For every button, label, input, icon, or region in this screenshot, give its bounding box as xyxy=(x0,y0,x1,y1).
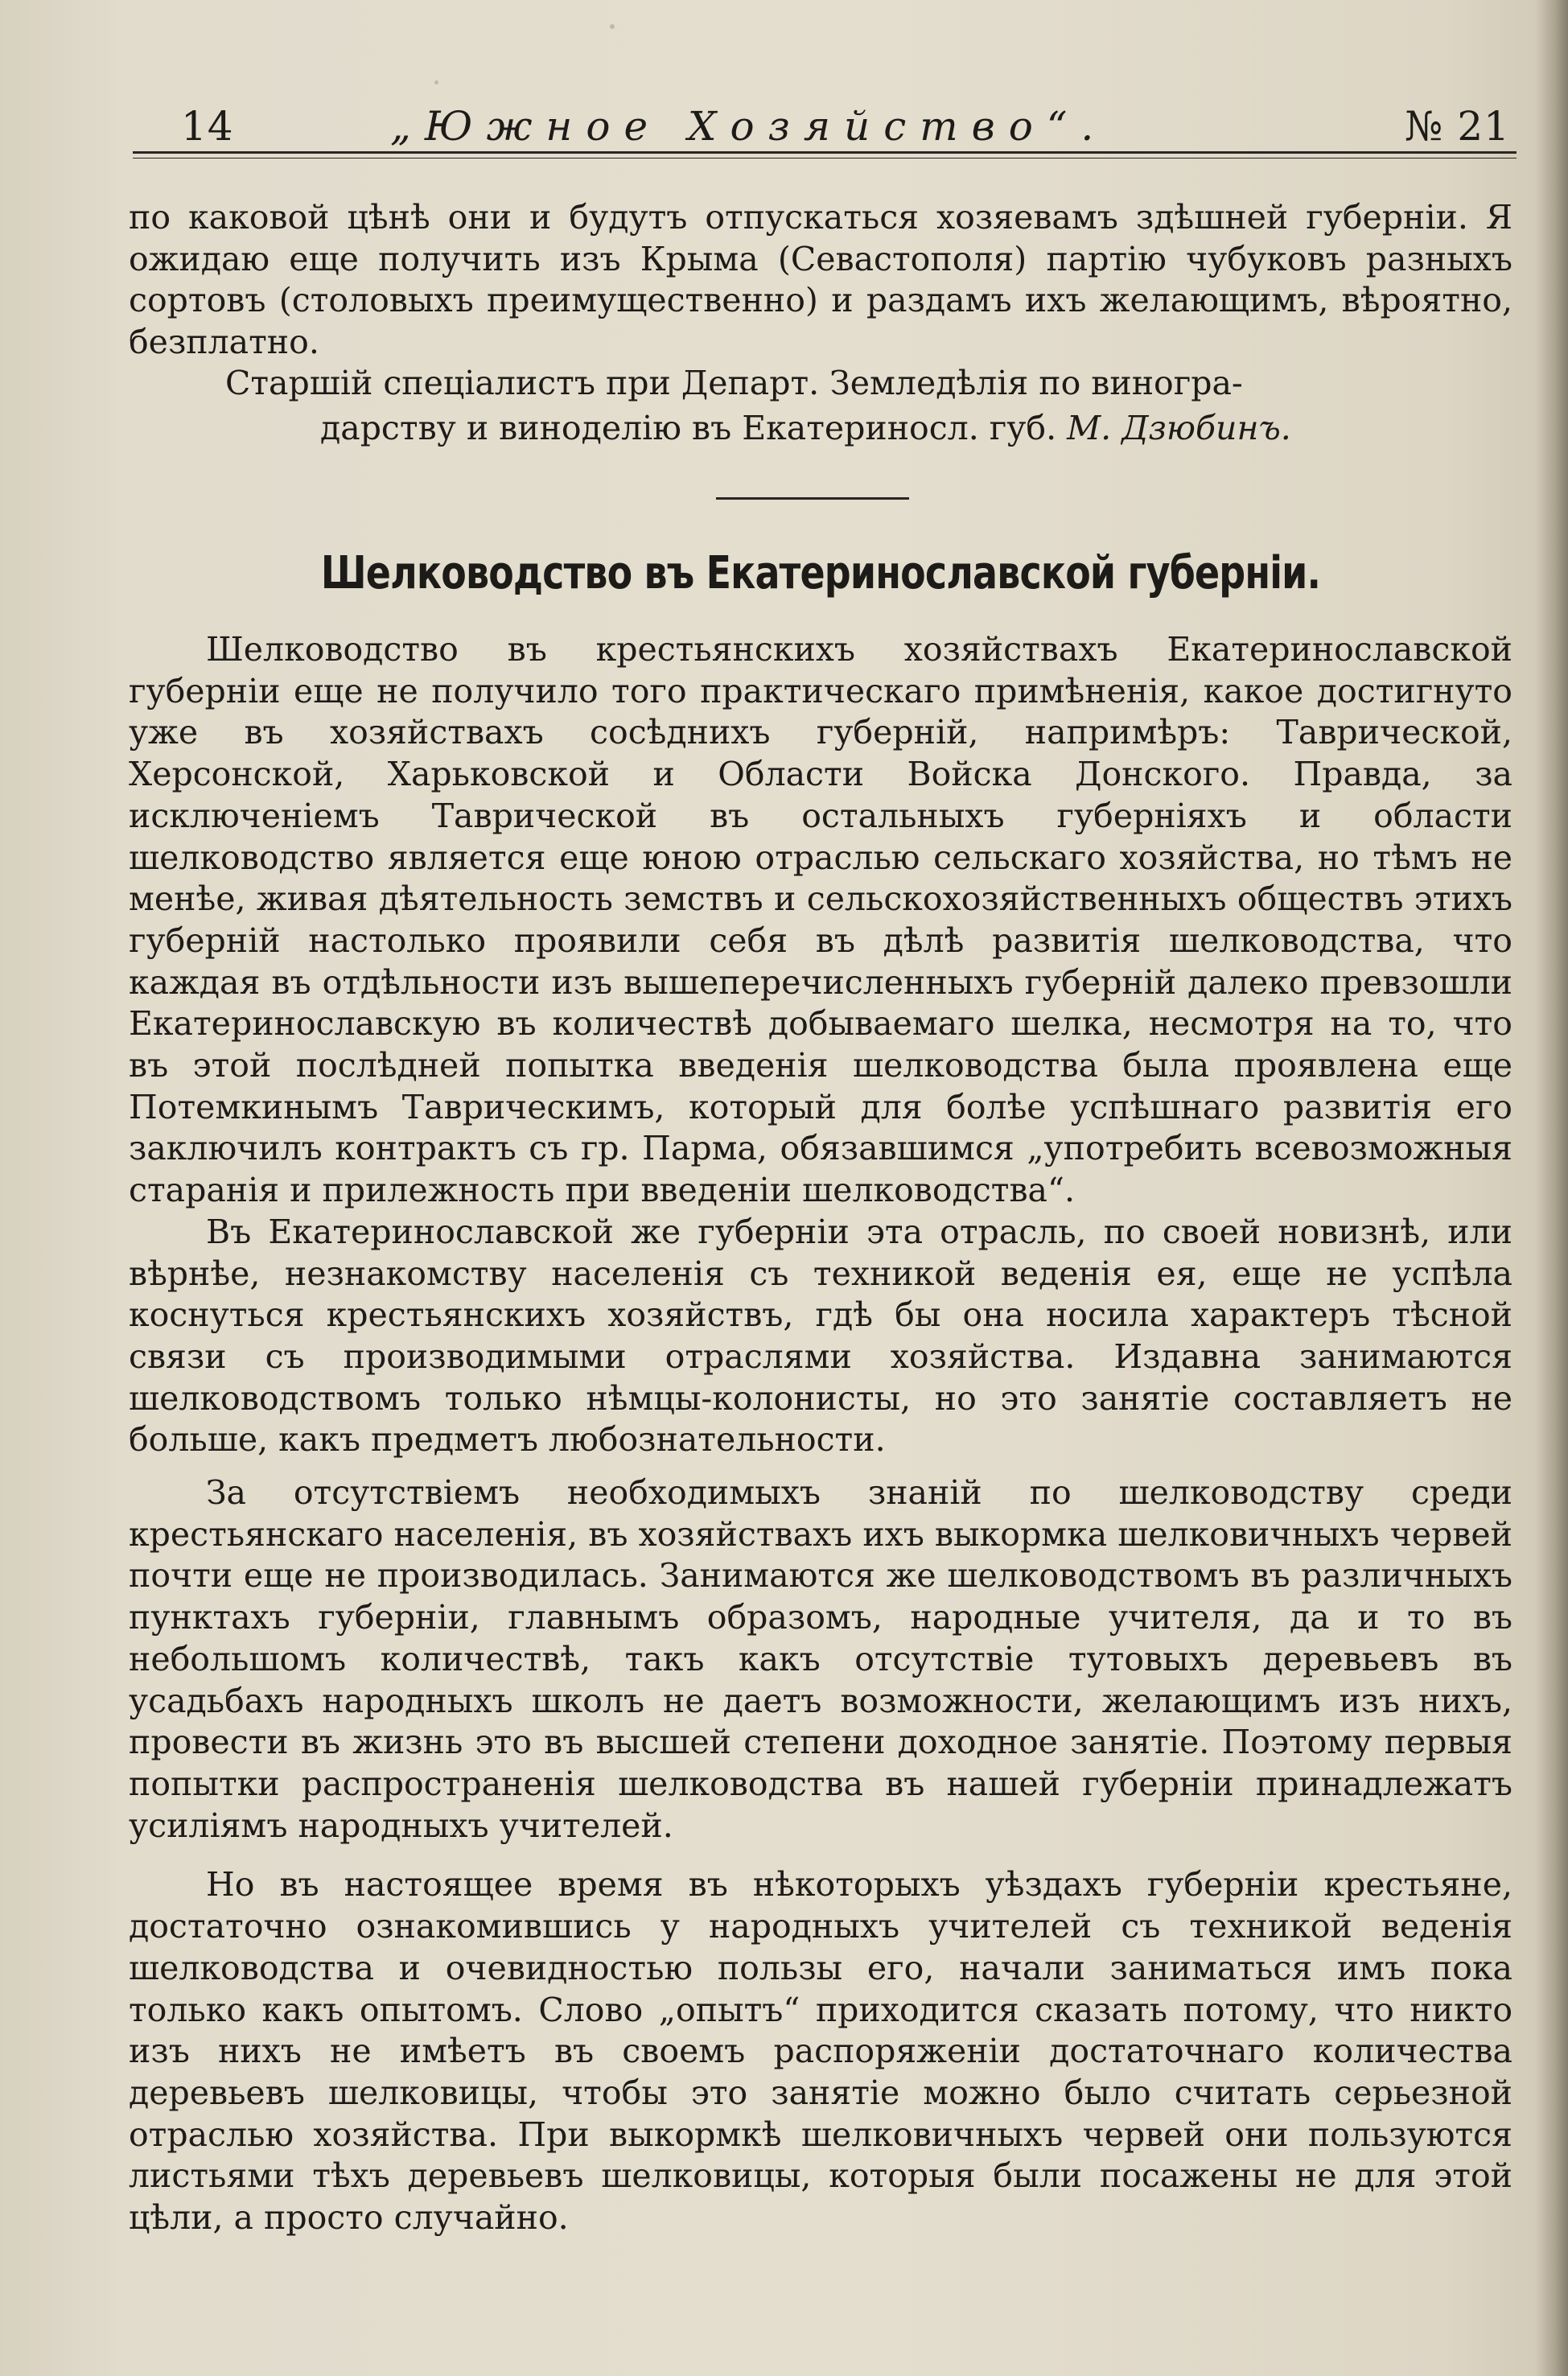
continuation-text xyxy=(129,197,1512,364)
article-body xyxy=(129,629,1512,2239)
paper-speck xyxy=(610,24,615,29)
section-divider xyxy=(716,497,909,500)
article-paragraph-3: За отсутствіемъ необходимыхъ знаній по шелководству среди крестьянскаго населенія, въ хозяйствахъ ихъ выкормка шелковичныхъ червей почти еще не производилась. Занимаются же шелководствомъ въ различныхъ пунктахъ губерніи, главнымъ образомъ, народные учителя, да и то въ небольшомъ количествѣ, такъ какъ отсутствіе тутовыхъ деревьевъ въ усадьбахъ народныхъ школъ не даетъ возможности, желающимъ изъ нихъ, провести въ жизнь это въ высшей степени доходное занятіе. Поэтому первыя попытки распространенія шелководства въ нашей губерніи принадлежатъ усиліямъ народныхъ учителей. xyxy=(129,1473,1512,1845)
signature-author: М. Дзюбинъ. xyxy=(1067,409,1291,447)
journal-title: „Южное Хозяйство“. xyxy=(390,103,1108,150)
article-title: Шелководство въ Екатеринославской губерніи. xyxy=(320,547,1321,599)
paper-speck xyxy=(434,80,438,84)
article-paragraph-2: Въ Екатеринославской же губерніи эта отрасль, по своей новизнѣ, или вѣрнѣе, незнакомству населенія съ техникой веденія ея, еще не успѣла коснуться крестьянскихъ хозяйствъ, гдѣ бы она носила характеръ тѣсной связи съ производимыми отраслями хозяйства. Издавна занимаются шелководствомъ только нѣмцы-колонисты, но это занятіе составляетъ не больше, какъ предметъ любознательности. xyxy=(129,1212,1512,1460)
issue-number: № 21 xyxy=(1405,103,1510,150)
signature-position: дарству и виноделію въ Екатериносл. губ. xyxy=(320,409,1057,447)
page-number: 14 xyxy=(181,103,234,150)
header-rule-thin xyxy=(133,158,1517,159)
article-paragraph-4: Но въ настоящее время въ нѣкоторыхъ уѣздахъ губерніи крестьяне, достаточно ознакомившись у народныхъ учителей съ техникой веденія шелководства и очевидностью пользы его, начали заниматься имъ пока только какъ опытомъ. Слово „опытъ“ приходится сказать потому, что никто изъ нихъ не имѣетъ въ своемъ распоряженіи достаточнаго количества деревьевъ шелковицы, чтобы это занятіе можно было считать серьезной отраслью хозяйства. При выкормкѣ шелковичныхъ червей они пользуются листьями тѣхъ деревьевъ шелковицы, которыя были посажены не для этой цѣли, а просто случайно. xyxy=(129,1865,1512,2238)
header-rule-thick xyxy=(133,151,1517,154)
continuation-paragraph: по каковой цѣнѣ они и будутъ отпускаться хозяевамъ здѣшней губерніи. Я ожидаю еще получить изъ Крыма (Севастополя) партію чубуковъ разныхъ сортовъ (столовыхъ преимущественно) и раздамъ ихъ желающимъ, вѣроятно, безплатно. xyxy=(129,198,1512,362)
page-spine-shadow xyxy=(1536,0,1568,2376)
article-paragraph-1: Шелководство въ крестьянскихъ хозяйствахъ Екатеринославской губерніи еще не получило того практическаго примѣненія, какое достигнуто уже въ хозяйствахъ сосѣднихъ губерній, напримѣръ: Таврической, Херсонской, Харьковской и Области Войска Донского. Правда, за исключеніемъ Таврической въ остальныхъ губерніяхъ и области шелководство является еще юною отраслью сельскаго хозяйства, но тѣмъ не менѣе, живая дѣятельность земствъ и сельскохозяйственныхъ обществъ этихъ губерній настолько проявили себя въ дѣлѣ развитія шелководства, что каждая въ отдѣльности изъ вышеперечисленныхъ губерній далеко превзошли Екатеринославскую въ количествѣ добываемаго шелка, несмотря на то, что въ этой послѣдней попытка введенія шелководства была проявлена еще Потемкинымъ Таврическимъ, который для болѣе успѣшнаго развитія его заключилъ контрактъ съ гр. Парма, обязавшимся „употребить всевозможныя старанія и прилежность при введеніи шелководства“. xyxy=(129,630,1512,1210)
signature-line-1: Старшій спеціалистъ при Департ. Земледѣлія по виногра- xyxy=(225,364,1243,402)
signature-line-2 xyxy=(320,409,1291,447)
